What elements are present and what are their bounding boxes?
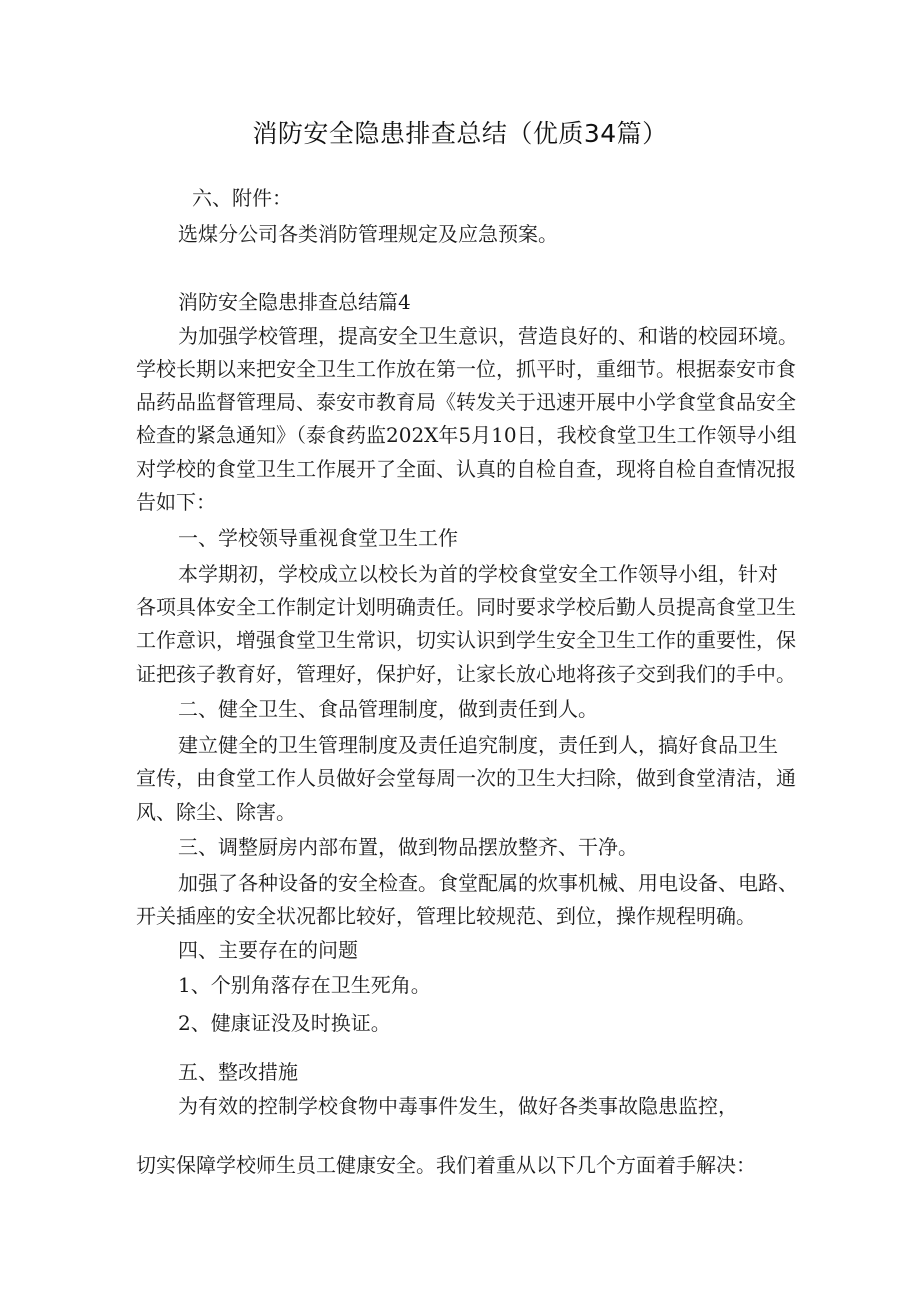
section-heading: 五、整改措施: [178, 1060, 298, 1084]
paragraph-line: 选煤分公司各类消防管理规定及应急预案。: [178, 222, 558, 246]
paragraph-line: 风、除尘、除害。: [136, 800, 296, 824]
list-item: 2、健康证没及时换证。: [178, 1011, 391, 1035]
paragraph-line: 切实保障学校师生员工健康安全。我们着重从以下几个方面着手解决：: [136, 1153, 756, 1177]
paragraph-line: 为加强学校管理，提高安全卫生意识，营造良好的、和谐的校园环境。: [178, 324, 798, 348]
section-heading: 一、学校领导重视食堂卫生工作: [178, 526, 458, 550]
paragraph-line: 工作意识，增强食堂卫生常识，切实认识到学生安全卫生工作的重要性，保: [136, 628, 796, 652]
paragraph-line: 检查的紧急通知》（泰食药监202X年5月10日，我校食堂卫生工作领导小组: [136, 423, 797, 447]
paragraph-line: 告如下：: [136, 490, 216, 514]
paragraph-line: 加强了各种设备的安全检查。食堂配属的炊事机械、用电设备、电路、: [178, 871, 798, 895]
section-heading: 二、健全卫生、食品管理制度，做到责任到人。: [178, 697, 598, 721]
paragraph-line: 本学期初，学校成立以校长为首的学校食堂安全工作领导小组，针对: [178, 562, 778, 586]
paragraph-line: 对学校的食堂卫生工作展开了全面、认真的自检自查，现将自检自查情况报: [136, 457, 796, 481]
section-heading-attachments: 六、附件：: [192, 186, 292, 210]
paragraph-line: 开关插座的安全状况都比较好，管理比较规范、到位，操作规程明确。: [136, 904, 756, 928]
paragraph-line: 证把孩子教育好，管理好，保护好，让家长放心地将孩子交到我们的手中。: [136, 662, 796, 686]
paragraph-line: 建立健全的卫生管理制度及责任追究制度，责任到人，搞好食品卫生: [178, 733, 778, 757]
paragraph-line: 为有效的控制学校食物中毒事件发生，做好各类事故隐患监控，: [178, 1094, 738, 1118]
subsection-title: 消防安全隐患排查总结篇4: [178, 290, 411, 314]
paragraph-line: 学校长期以来把安全卫生工作放在第一位，抓平时，重细节。根据泰安市食: [136, 357, 796, 381]
list-item: 1、个别角落存在卫生死角。: [178, 973, 431, 997]
section-heading: 四、主要存在的问题: [178, 938, 358, 962]
paragraph-line: 宣传，由食堂工作人员做好会堂每周一次的卫生大扫除，做到食堂清洁，通: [136, 766, 796, 790]
paragraph-line: 品药品监督管理局、泰安市教育局《转发关于迅速开展中小学食堂食品安全: [136, 390, 796, 414]
section-heading: 三、调整厨房内部布置，做到物品摆放整齐、干净。: [178, 835, 638, 859]
document-title: 消防安全隐患排查总结（优质34篇）: [252, 119, 668, 148]
paragraph-line: 各项具体安全工作制定计划明确责任。同时要求学校后勤人员提高食堂卫生: [136, 595, 796, 619]
